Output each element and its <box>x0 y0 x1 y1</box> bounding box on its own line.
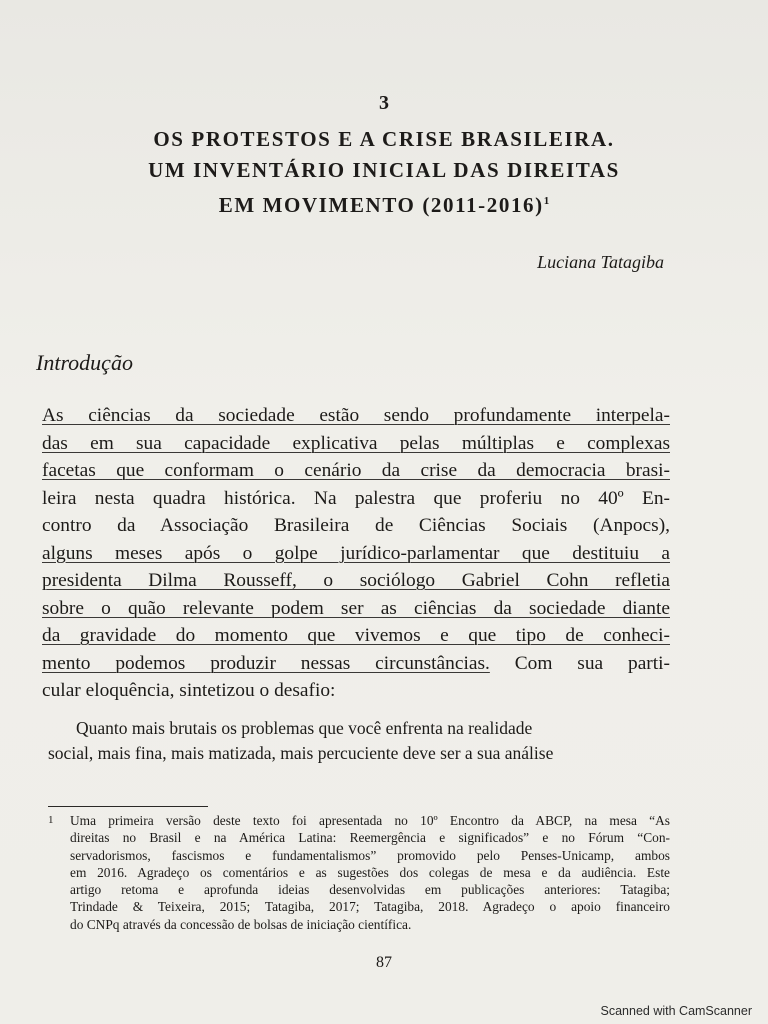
paragraph-line: presidenta Dilma Rousseff, o sociólogo Gabriel Cohn refletia <box>42 570 670 591</box>
footnote-line: Trindade & Teixeira, 2015; Tatagiba, 2017; Tatagiba, 2018. Agradeço o apoio financeiro <box>70 899 670 915</box>
paragraph-line-underlined-part: mento podemos produzir nessas circunstâncias. <box>42 652 490 674</box>
chapter-title-line <box>60 186 708 221</box>
footnote-line: Uma primeira versão deste texto foi apresentada no 10º Encontro da ABCP, na mesa “As <box>70 813 670 828</box>
footnote-reference-mark: 1 <box>543 195 550 207</box>
footnote-line: servadorismos, fascismos e fundamentalismos” promovido pelo Penses-Unicamp, ambos <box>70 847 670 863</box>
quote-line: Quanto mais brutais os problemas que você enfrenta na realidade <box>76 718 533 738</box>
chapter-title-line: OS PROTESTOS E A CRISE BRASILEIRA. <box>153 127 615 151</box>
paragraph-line: facetas que conformam o cenário da crise da democracia brasi- <box>42 460 670 481</box>
paragraph-line: da gravidade do momento que vivemos e que tipo de conheci- <box>42 625 670 646</box>
paragraph-line: contro da Associação Brasileira de Ciências Sociais (Anpocs), <box>42 515 670 536</box>
chapter-title <box>60 124 708 221</box>
paragraph-line-plain-part: Com sua parti- <box>489 652 670 674</box>
footnote-divider <box>48 806 208 807</box>
chapter-title-line-text: EM MOVIMENTO (2011-2016) <box>218 193 544 217</box>
chapter-title-line: UM INVENTÁRIO INICIAL DAS DIREITAS <box>148 158 620 182</box>
footnote-text <box>70 812 670 933</box>
paragraph-line: cular eloquência, sintetizou o desafio: <box>42 680 336 701</box>
body-paragraph <box>42 402 670 705</box>
chapter-number: 3 <box>379 92 389 114</box>
paragraph-line: leira nesta quadra histórica. Na palestra que proferiu no 40º En- <box>42 487 670 509</box>
footnote-number: 1 <box>48 814 54 826</box>
footnote <box>48 812 670 933</box>
block-quote <box>48 716 668 766</box>
page-number: 87 <box>376 954 392 971</box>
footnote-line: do CNPq através da concessão de bolsas de iniciação científica. <box>70 916 412 932</box>
paragraph-line: sobre o quão relevante podem ser as ciências da sociedade diante <box>42 597 670 619</box>
scanner-watermark: Scanned with CamScanner <box>600 1004 752 1018</box>
paragraph-line: alguns meses após o golpe jurídico-parlamentar que destituiu a <box>42 542 670 564</box>
author-name: Luciana Tatagiba <box>537 252 664 272</box>
section-heading: Introdução <box>36 350 133 375</box>
paragraph-line <box>42 650 670 678</box>
footnote-line: artigo retoma e aprofunda ideias desenvolvidas em publicações anteriores: Tatagiba; <box>70 882 670 898</box>
paragraph-line: As ciências da sociedade estão sendo profundamente interpela- <box>42 405 670 426</box>
footnote-line: em 2016. Agradeço os comentários e as sugestões dos colegas de mesa e da audiência. Este <box>70 864 670 880</box>
footnote-line: direitas no Brasil e na América Latina: Reemergência e significados” e no Fórum “Con- <box>70 830 670 846</box>
quote-line: social, mais fina, mais matizada, mais percuciente deve ser a sua análise <box>48 743 554 763</box>
paragraph-line: das em sua capacidade explicativa pelas múltiplas e complexas <box>42 432 670 454</box>
